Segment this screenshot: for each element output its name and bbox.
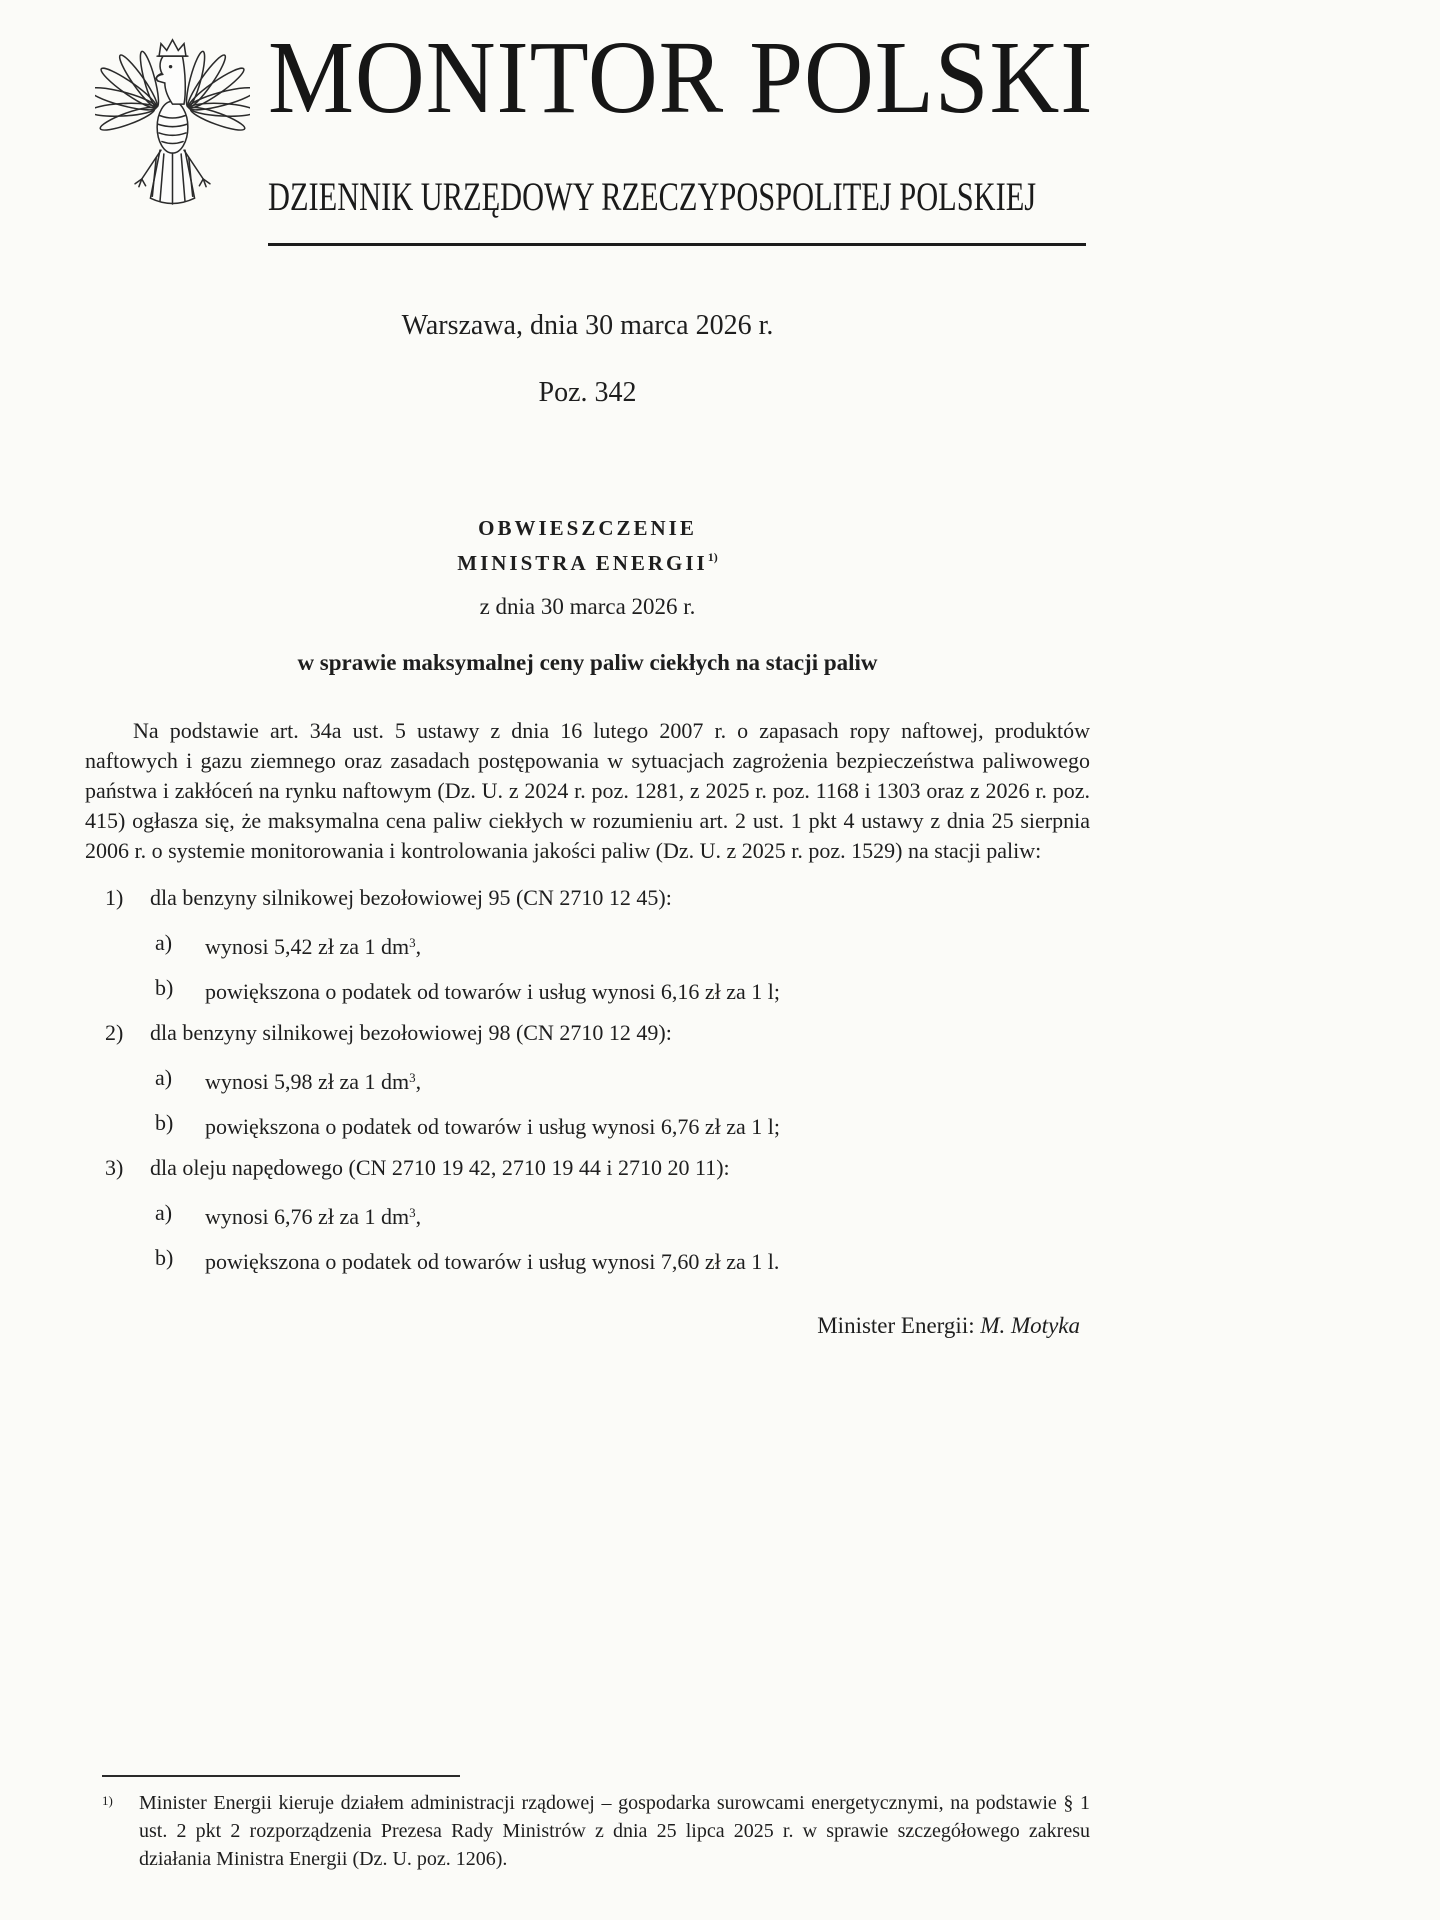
footnote-reference: 1): [707, 550, 718, 564]
gazette-title: MONITOR POLSKI: [268, 20, 1094, 135]
subitem-text: wynosi 6,76 zł za 1 $dm^3$,: [205, 1204, 422, 1229]
subitem-letter: b): [155, 975, 174, 1000]
list-subitem: [105, 928, 1090, 958]
list-subitem: [105, 1243, 1090, 1273]
position-number: Poz. 342: [538, 377, 637, 408]
list-subitem: [105, 1108, 1090, 1138]
list-subitem: [105, 1198, 1090, 1228]
list-item: [105, 1153, 1090, 1183]
subitem-letter: b): [155, 1245, 174, 1270]
act-subject: w sprawie maksymalnej ceny paliw ciekłych na stacji paliw: [297, 650, 878, 675]
subitem-letter: a): [155, 930, 173, 955]
item-number: 1): [105, 885, 124, 910]
list-subitem: [105, 973, 1090, 1003]
item-text: dla oleju napędowego (CN 2710 19 42, 2710 19 44 i 2710 20 11):: [150, 1155, 730, 1180]
footnote-divider: [102, 1775, 460, 1777]
subitem-text: wynosi 5,98 zł za 1 $dm^3$,: [205, 1069, 422, 1094]
subitem-text: powiększona o podatek od towarów i usług wynosi 7,60 zł za 1 l.: [205, 1249, 780, 1274]
subitem-text: powiększona o podatek od towarów i usług wynosi 6,76 zł za 1 l;: [205, 1114, 780, 1139]
signature-line: [85, 1313, 1080, 1339]
act-kind-heading: OBWIESZCZENIE: [478, 516, 697, 540]
subitem-text: wynosi 5,42 zł za 1 $dm^3$,: [205, 934, 422, 959]
item-number: 3): [105, 1155, 124, 1180]
list-subitem: [105, 1063, 1090, 1093]
signature-name: M. Motyka: [980, 1313, 1080, 1338]
subitem-letter: b): [155, 1110, 174, 1135]
list-item: [105, 1018, 1090, 1048]
superscript: 3: [409, 1205, 416, 1220]
act-date-line: z dnia 30 marca 2026 r.: [479, 594, 696, 619]
subitem-letter: a): [155, 1200, 173, 1225]
item-number: 2): [105, 1020, 124, 1045]
gazette-subtitle: DZIENNIK URZĘDOWY RZECZYPOSPOLITEJ POLSKIEJ: [268, 174, 1037, 219]
footnote-text: Minister Energii kieruje działem administracji rządowej – gospodarka surowcami energetycznymi, na podstawie § 1 ust. 2 pkt 2 rozporządzenia Prezesa Rady Ministrów z dnia 25 lipca 2025 r. w sprawie szczegółowego zakresu działania Ministra Energii (Dz. U. poz. 1206).: [139, 1792, 1090, 1870]
footnote-marker: 1): [102, 1793, 113, 1808]
item-text: dla benzyny silnikowej bezołowiowej 95 (CN 2710 12 45):: [150, 885, 672, 910]
subitem-text: powiększona o podatek od towarów i usług wynosi 6,16 zł za 1 l;: [205, 979, 780, 1004]
superscript: 3: [409, 1070, 416, 1085]
document-body: [85, 0, 1090, 1920]
issuer-name: MINISTRA ENERGII: [457, 551, 708, 575]
place-and-date: Warszawa, dnia 30 marca 2026 r.: [401, 310, 774, 341]
signature-office: Minister Energii:: [817, 1313, 981, 1338]
act-issuer-heading: [85, 550, 1090, 576]
item-text: dla benzyny silnikowej bezołowiowej 98 (CN 2710 12 49):: [150, 1020, 672, 1045]
list-item: [105, 883, 1090, 913]
superscript: 3: [409, 935, 416, 950]
fuel-price-list: [85, 883, 1090, 1288]
preamble-paragraph: Na podstawie art. 34a ust. 5 ustawy z dnia 16 lutego 2007 r. o zapasach ropy naftowej, produktów naftowych i gazu ziemnego oraz zasadach postępowania w sytuacjach zagrożenia bezpieczeństwa paliwowego państwa i zakłóceń na rynku naftowym (Dz. U. z 2024 r. poz. 1281, z 2025 r. poz. 1168 i 1303 oraz z 2026 r. poz. 415) ogłasza się, że maksymalna cena paliw ciekłych w rozumieniu art. 2 ust. 1 pkt 4 ustawy z dnia 25 sierpnia 2006 r. o systemie monitorowania i kontrolowania jakości paliw (Dz. U. z 2025 r. poz. 1529) na stacji paliw:: [85, 718, 1090, 863]
subitem-letter: a): [155, 1065, 173, 1090]
footnote: [102, 1789, 1090, 1873]
